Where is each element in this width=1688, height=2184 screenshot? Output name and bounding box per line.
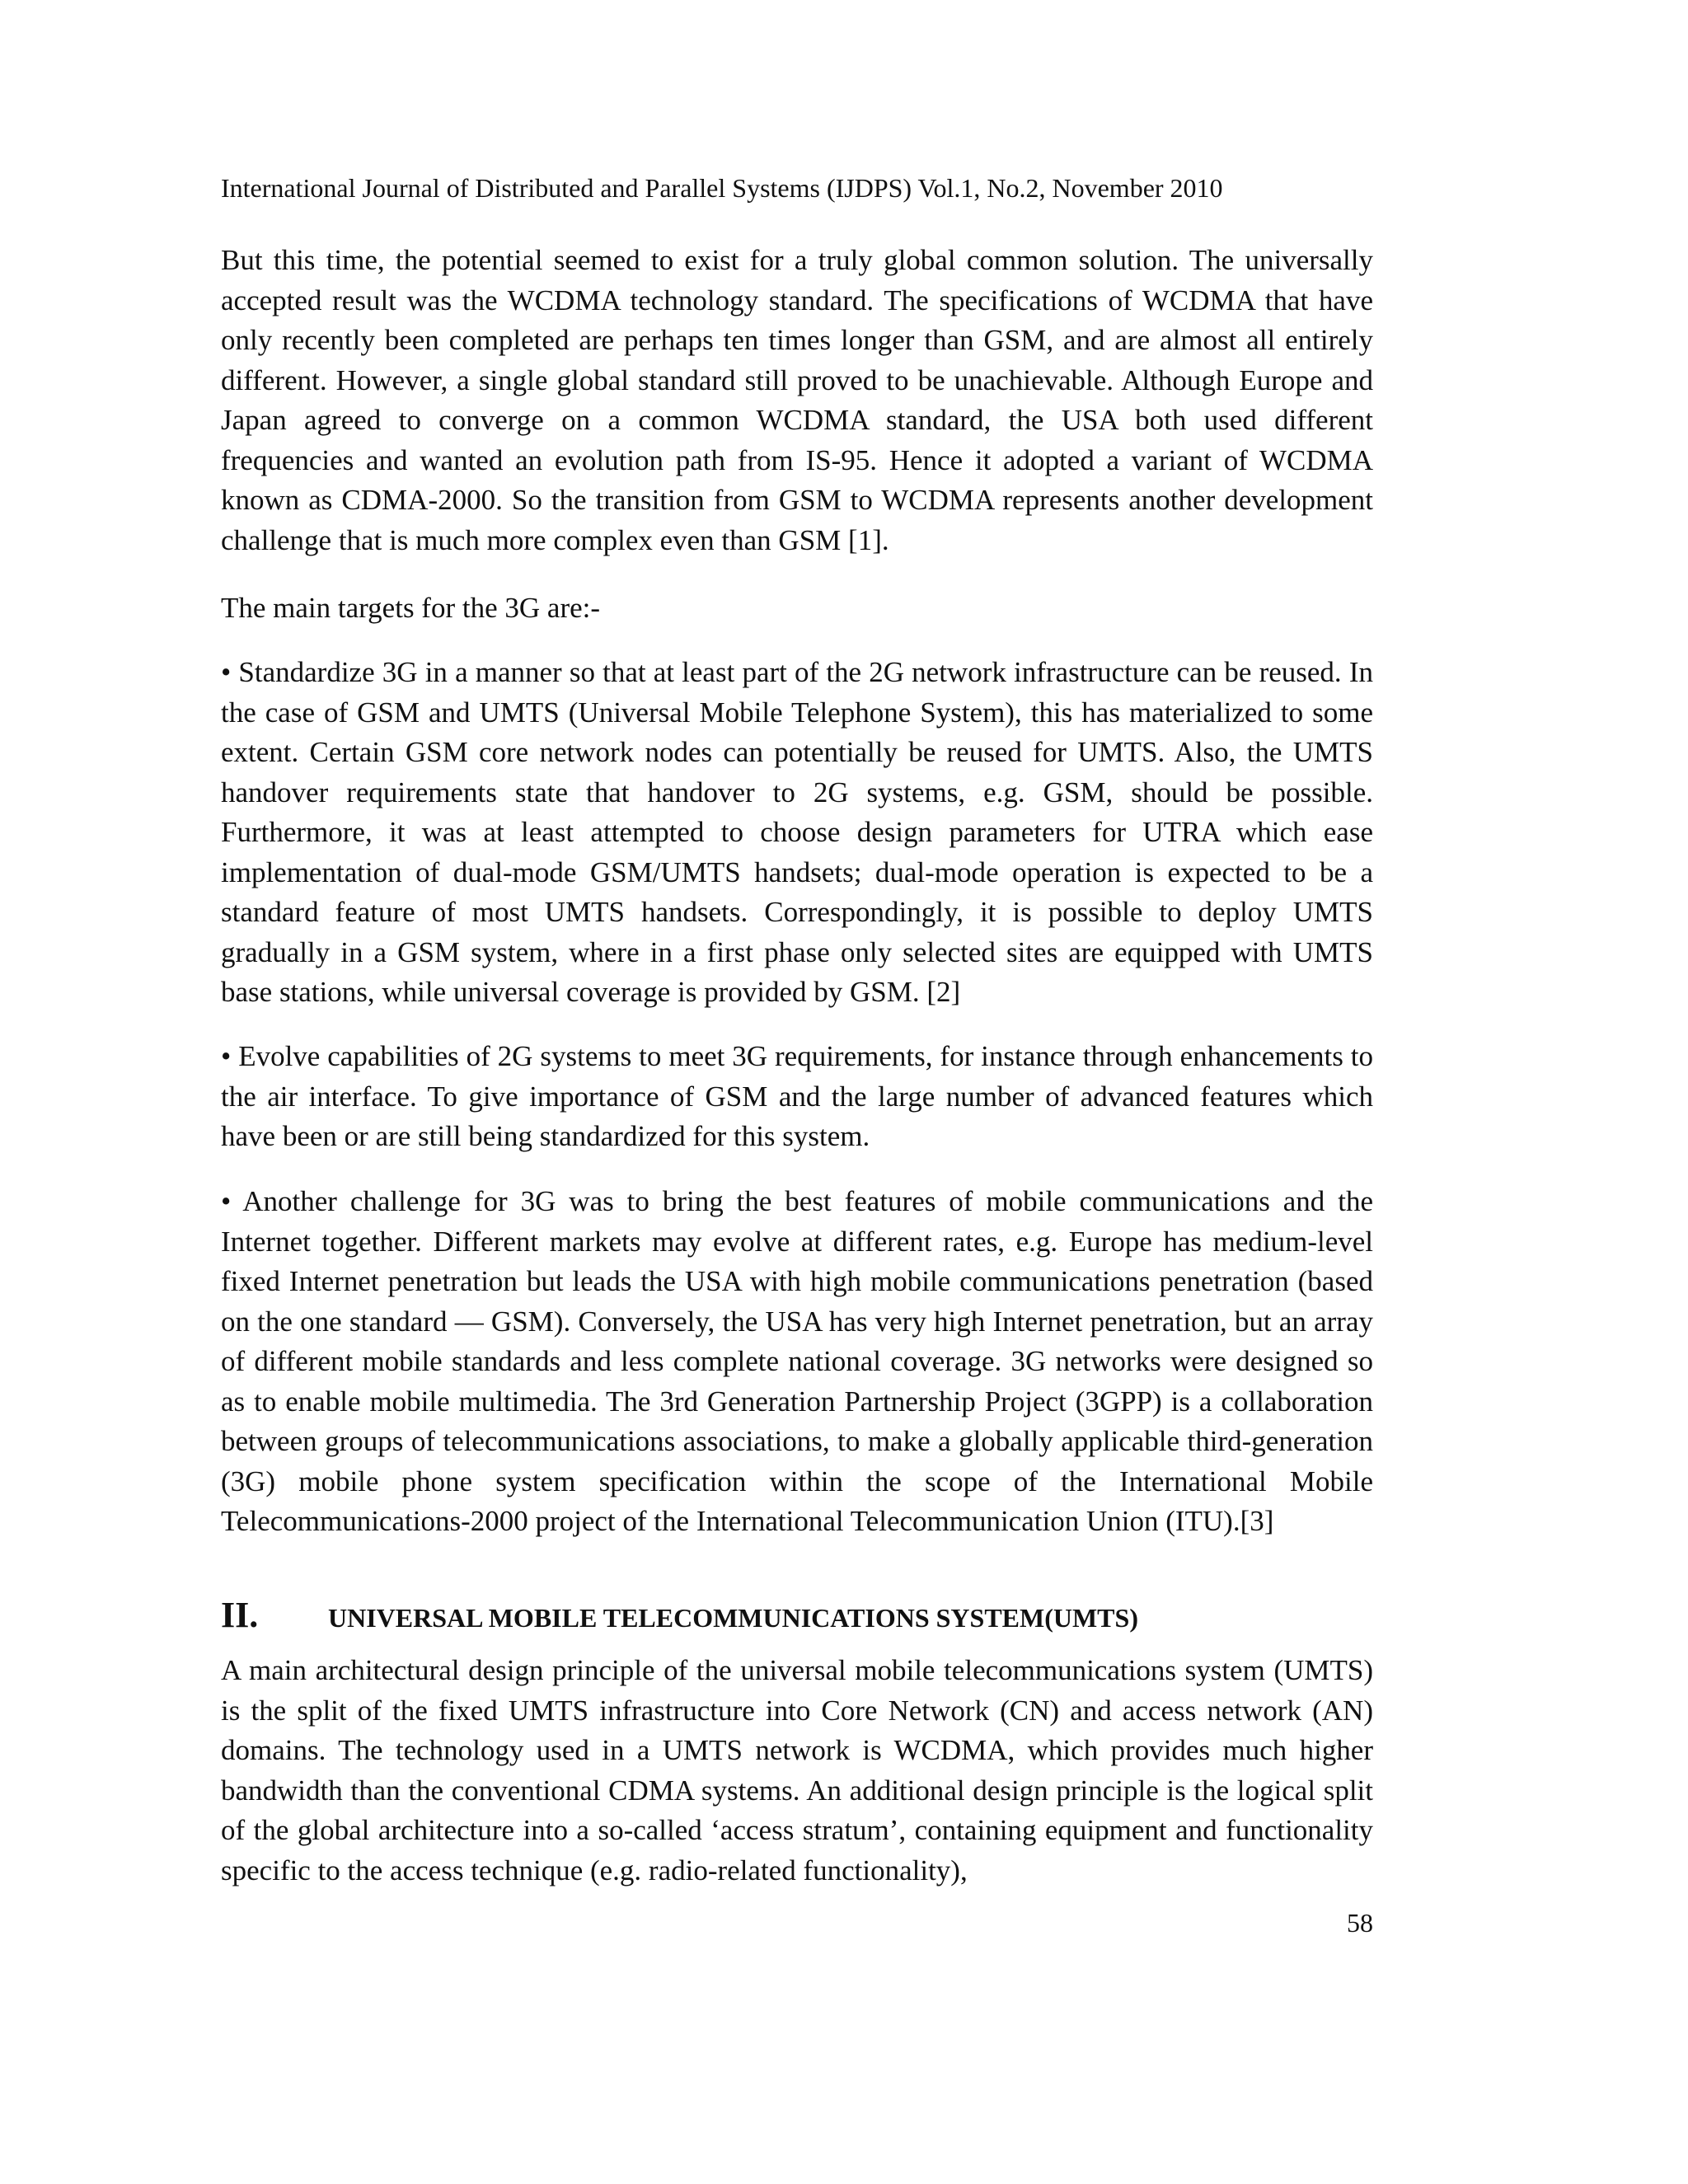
bullet-mobile-internet: • Another challenge for 3G was to bring the best features of mobile communications and the Internet together. Different markets may evolve at different rates, e.g. Europe has medium-level fixed Internet penetration but leads the USA with high mobile communications penetration (based on the one standard — GSM). Conversely, the USA has very high Internet penetration, but an array of different mobile standards and less complete national coverage. 3G networks were designed so as to enable mobile multimedia. The 3rd Generation Partnership Project (3GPP) is a collaboration between groups of telecommunications associations, to make a globally applicable third-generation (3G) mobile phone system specification within the scope of the International Mobile Telecommunications-2000 project of the International Telecommunication Union (ITU).[3] [221, 1185, 1373, 1537]
bullet-standardize-3g: • Standardize 3G in a manner so that at least part of the 2G network infrastructure can be reused. In the case of GSM and UMTS (Universal Mobile Telephone System), this has materialized to some extent. Certain GSM core network nodes can potentially be reused for UMTS. Also, the UMTS handover requirements state that handover to 2G systems, e.g. GSM, should be possible. Furthermore, it was at least attempted to choose design parameters for UTRA which ease implementation of dual-mode GSM/UMTS handsets; dual-mode operation is expected to be a standard feature of most UMTS handsets. Correspondingly, it is possible to deploy UMTS gradually in a GSM system, where in a first phase only selected sites are equipped with UMTS base stations, while universal coverage is provided by GSM. [2] [221, 656, 1373, 1008]
section-title: UNIVERSAL MOBILE TELECOMMUNICATIONS SYSTEM(UMTS) [328, 1603, 1138, 1633]
bullet-evolve-2g: • Evolve capabilities of 2G systems to meet 3G requirements, for instance through enhancements to the air interface. To give importance of GSM and the large number of advanced features which have been or are still being standardized for this system. [221, 1040, 1373, 1152]
running-header: International Journal of Distributed and Parallel Systems (IJDPS) Vol.1, No.2, November 2010 [221, 173, 1223, 203]
section-number: II. [221, 1595, 259, 1635]
paragraph-main-targets-intro: The main targets for the 3G are:- [221, 592, 601, 624]
page-number: 58 [1347, 1908, 1373, 1938]
paragraph-umts-architecture: A main architectural design principle of the universal mobile telecommunications system (UMTS) is the split of the fixed UMTS infrastructure into Core Network (CN) and access network (AN) domains. The technology used in a UMTS network is WCDMA, which provides much higher bandwidth than the conventional CDMA systems. An additional design principle is the logical split of the global architecture into a so-called ‘access stratum’, containing equipment and functionality specific to the access technique (e.g. radio-related functionality), [221, 1654, 1373, 1886]
section-heading [221, 1591, 1375, 1646]
paragraph-wcdma-standard: But this time, the potential seemed to exist for a truly global common solution. The universally accepted result was the WCDMA technology standard. The specifications of WCDMA that have only recently been completed are perhaps ten times longer than GSM, and are almost all entirely different. However, a single global standard still proved to be unachievable. Although Europe and Japan agreed to converge on a common WCDMA standard, the USA both used different frequencies and wanted an evolution path from IS-95. Hence it adopted a variant of WCDMA known as CDMA-2000. So the transition from GSM to WCDMA represents another development challenge that is much more complex even than GSM [1]. [221, 244, 1373, 556]
